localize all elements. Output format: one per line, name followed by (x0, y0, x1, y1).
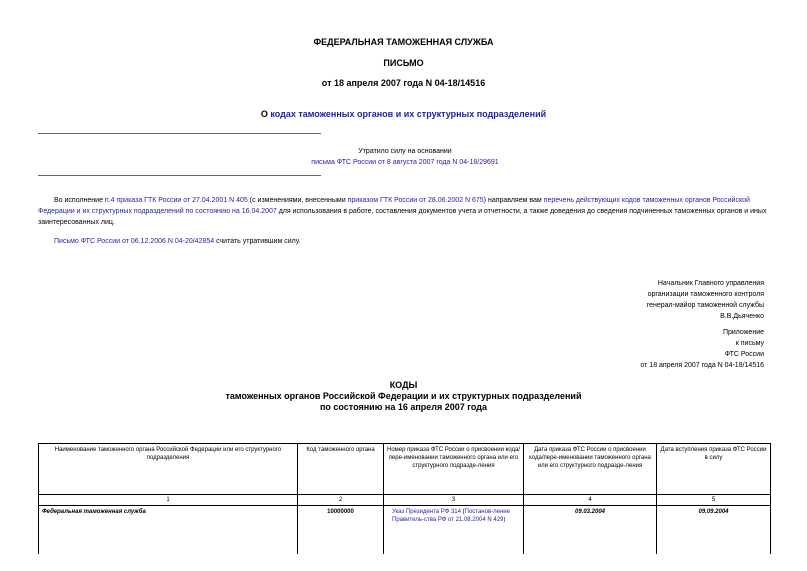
p1-link-order-405[interactable]: п.4 приказа ГТК России от 27.04.2001 N 405 (104, 197, 248, 204)
doc-date-line: от 18 апреля 2007 года N 04-18/14516 (321, 78, 486, 88)
col-header-code: Код таможенного органа (298, 444, 384, 495)
agency-title: ФЕДЕРАЛЬНАЯ ТАМОЖЕННАЯ СЛУЖБА (313, 37, 494, 47)
divider-top (38, 133, 321, 134)
p2-link-letter[interactable]: Письмо ФТС России от 06.12.2006 N 04-20/42854 (54, 238, 215, 245)
doc-subject (0, 109, 807, 119)
order-link-decree[interactable]: Указ Президента РФ 314 (392, 509, 461, 515)
signature-line-3: генерал-майор таможенной службы (646, 302, 764, 309)
p1-link-code-list[interactable]: перечень действующих кодов таможенных органов Российской Федерации и их структурных подразделений по состоянию на 16.04.2007 (38, 197, 750, 215)
codes-title-line-2: таможенных органов Российской Федерации и их структурных подразделений (225, 391, 582, 401)
col-number: 2 (298, 495, 384, 506)
order-text-close: ) (503, 517, 506, 523)
codes-table (38, 443, 771, 554)
order-text-open: ( (460, 509, 465, 515)
col-header-order-date: Дата приказа ФТС России о присвоении кода/пере-именовании таможенного органа или его структурного подразде-ления (524, 444, 657, 495)
col-number: 5 (657, 495, 771, 506)
status-block (300, 146, 510, 168)
status-link[interactable]: письма ФТС России от 8 августа 2007 года N 04-18/29691 (311, 159, 499, 166)
col-header-effective-date: Дата вступления приказа ФТС России в силу (657, 444, 771, 495)
cell-order-date: 09.03.2004 (524, 506, 657, 555)
table-header-row (39, 444, 771, 495)
body-paragraph-2 (54, 236, 300, 247)
cell-order (384, 506, 524, 555)
subject-prefix: О (260, 109, 271, 119)
appendix-line-1: Приложение (722, 329, 764, 336)
divider-bottom (38, 175, 321, 176)
p1-text-3: ) направляем вам (483, 197, 544, 204)
table-number-row (39, 495, 771, 506)
codes-title-line-1: КОДЫ (389, 380, 418, 390)
p1-text-2: (с изменениями, внесенными (247, 197, 348, 204)
p1-text-1: Во исполнение (54, 197, 105, 204)
p1-text-4: для использования в работе, составления документов учета и отчетности, а также доведения до сведения подчиненных таможенных органов и иных заинтересованных лиц. (38, 208, 767, 226)
codes-title-line-3: по состоянию на 16 апреля 2007 года (319, 402, 487, 412)
table-row (39, 506, 771, 555)
col-header-name: Наименование таможенного органа Российской Федерации или его структурного подразделения (39, 444, 298, 495)
signature-line-1: Начальник Главного управления (657, 280, 764, 287)
p1-link-order-675[interactable]: приказом ГТК России от 28.06.2002 N 675 (347, 197, 484, 204)
signature-line-2: организации таможенного контроля (647, 291, 764, 298)
body-paragraph-1 (38, 195, 770, 228)
status-line: Утратило силу на основании (358, 148, 452, 155)
appendix-line-3: ФТС России (724, 351, 764, 358)
subject-link[interactable]: кодах таможенных органов и их структурных подразделений (270, 109, 547, 119)
appendix-line-4: от 18 апреля 2007 года N 04-18/14516 (640, 362, 764, 369)
appendix-line-2: к письму (735, 340, 764, 347)
doc-type: ПИСЬМО (383, 58, 424, 68)
cell-name: Федеральная таможенная служба (39, 506, 298, 555)
signature-block (647, 278, 764, 322)
order-link-resolution[interactable]: Постанов-ление Правитель-ства РФ от 21.08.2004 N 429 (392, 509, 510, 523)
col-number: 4 (524, 495, 657, 506)
signature-name: В.В.Дьяченко (720, 313, 764, 320)
cell-effective-date: 09.09.2004 (657, 506, 771, 555)
col-number: 3 (384, 495, 524, 506)
col-header-order-number: Номер приказа ФТС России о присвоении кода/пере-именовании таможенного органа или его структурного подразде-ления (384, 444, 524, 495)
p2-text: считать утратившим силу. (214, 238, 301, 245)
col-number: 1 (39, 495, 298, 506)
appendix-block (640, 327, 764, 371)
cell-code: 10000000 (298, 506, 384, 555)
codes-title (0, 380, 807, 413)
